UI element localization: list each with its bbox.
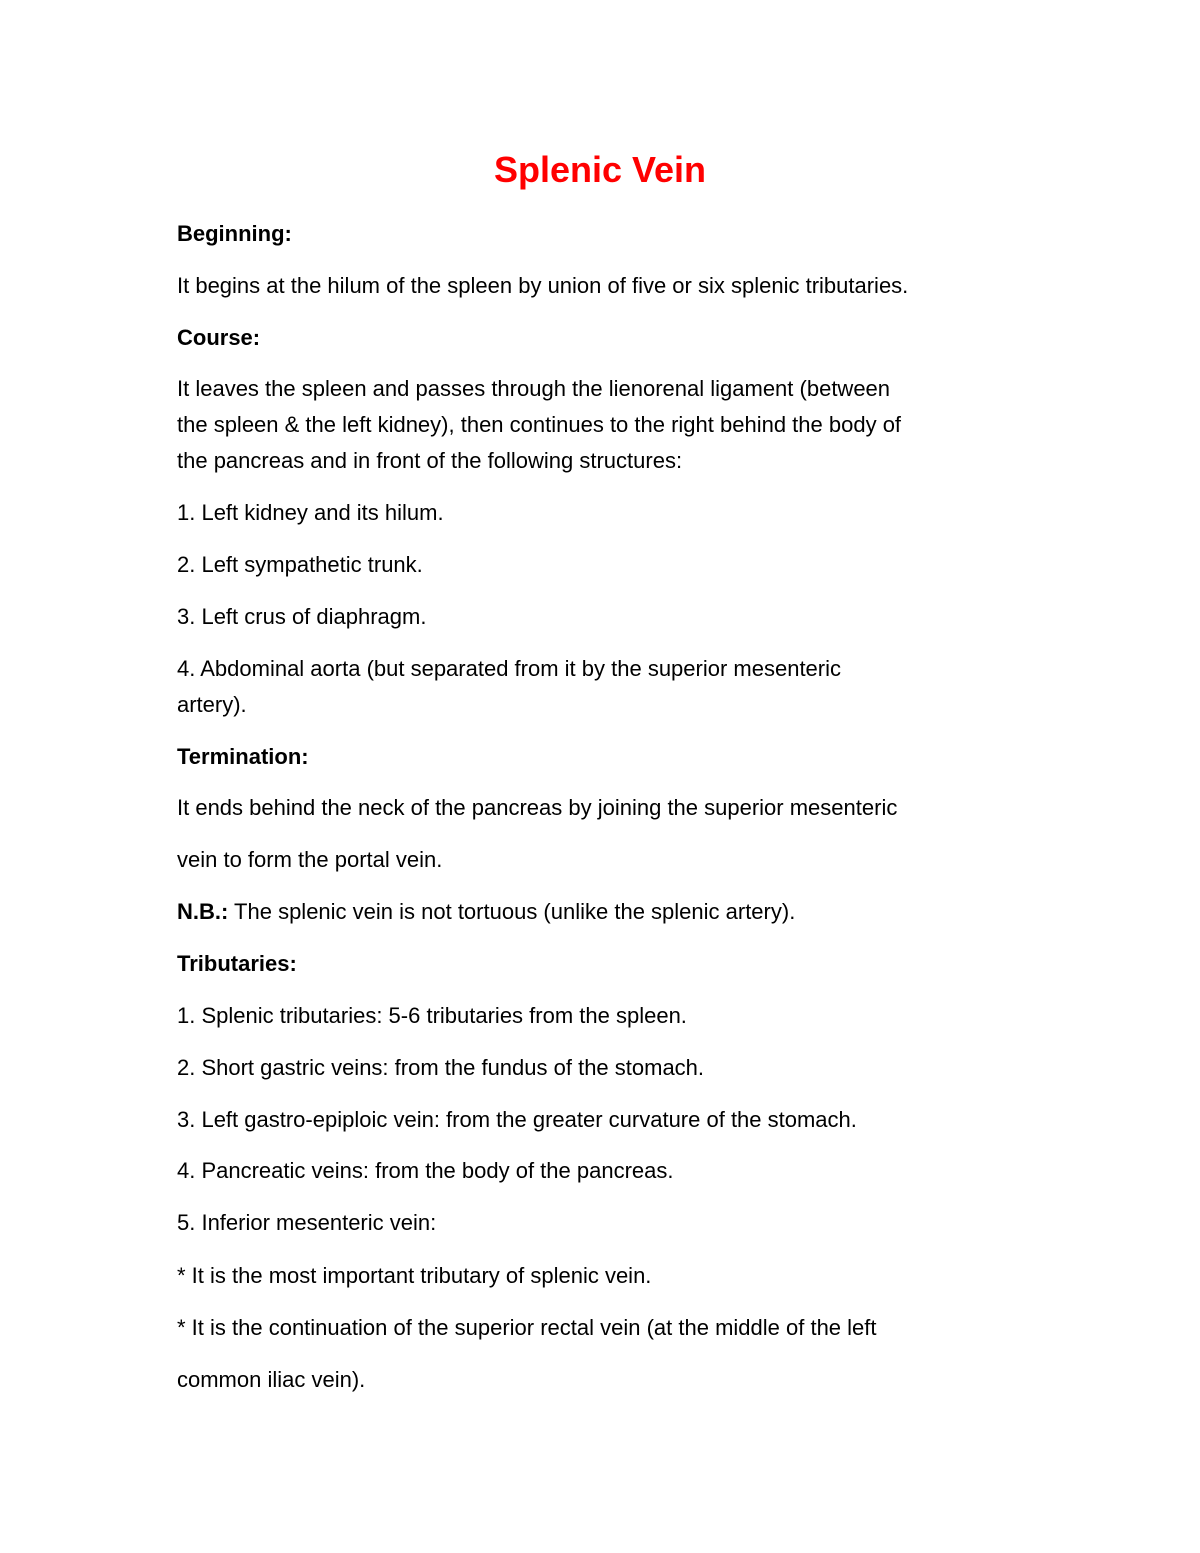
termination-text-line: It ends behind the neck of the pancreas by joining the superior mesenteric (177, 795, 898, 820)
course-list-item: 2. Left sympathetic trunk. (177, 552, 423, 577)
nb-label: N.B.: (177, 899, 229, 924)
beginning-text: It begins at the hilum of the spleen by union of five or six splenic tributaries. (177, 273, 909, 298)
tributaries-bullet: * It is the most important tributary of splenic vein. (177, 1263, 652, 1288)
tributaries-list-item: 3. Left gastro-epiploic vein: from the greater curvature of the stomach. (177, 1107, 857, 1132)
tributaries-list-item: 5. Inferior mesenteric vein: (177, 1210, 437, 1235)
termination-text-line: vein to form the portal vein. (177, 847, 443, 872)
course-text-line: the pancreas and in front of the following structures: (177, 448, 683, 473)
course-text-line: the spleen & the left kidney), then continues to the right behind the body of (177, 412, 902, 437)
course-list-item: 1. Left kidney and its hilum. (177, 500, 444, 525)
section-heading-tributaries: Tributaries: (177, 951, 297, 976)
document-title: Splenic Vein (493, 149, 707, 190)
tributaries-bullet-continuation: common iliac vein). (177, 1367, 366, 1392)
tributaries-list-item: 4. Pancreatic veins: from the body of the pancreas. (177, 1158, 674, 1183)
tributaries-bullet: * It is the continuation of the superior rectal vein (at the middle of the left (177, 1315, 877, 1340)
course-text-line: It leaves the spleen and passes through the lienorenal ligament (between (177, 376, 891, 401)
section-heading-course: Course: (177, 325, 261, 350)
tributaries-list-item: 2. Short gastric veins: from the fundus of the stomach. (177, 1055, 705, 1080)
nb-note (177, 893, 1057, 930)
section-heading-beginning: Beginning: (177, 221, 292, 246)
course-list-item: 3. Left crus of diaphragm. (177, 604, 427, 629)
nb-text: The splenic vein is not tortuous (unlike the splenic artery). (228, 899, 796, 924)
course-list-item-continuation: artery). (177, 692, 247, 717)
section-heading-termination: Termination: (177, 744, 309, 769)
course-list-item: 4. Abdominal aorta (but separated from it by the superior mesenteric (177, 656, 842, 681)
tributaries-list-item: 1. Splenic tributaries: 5-6 tributaries from the spleen. (177, 1003, 687, 1028)
